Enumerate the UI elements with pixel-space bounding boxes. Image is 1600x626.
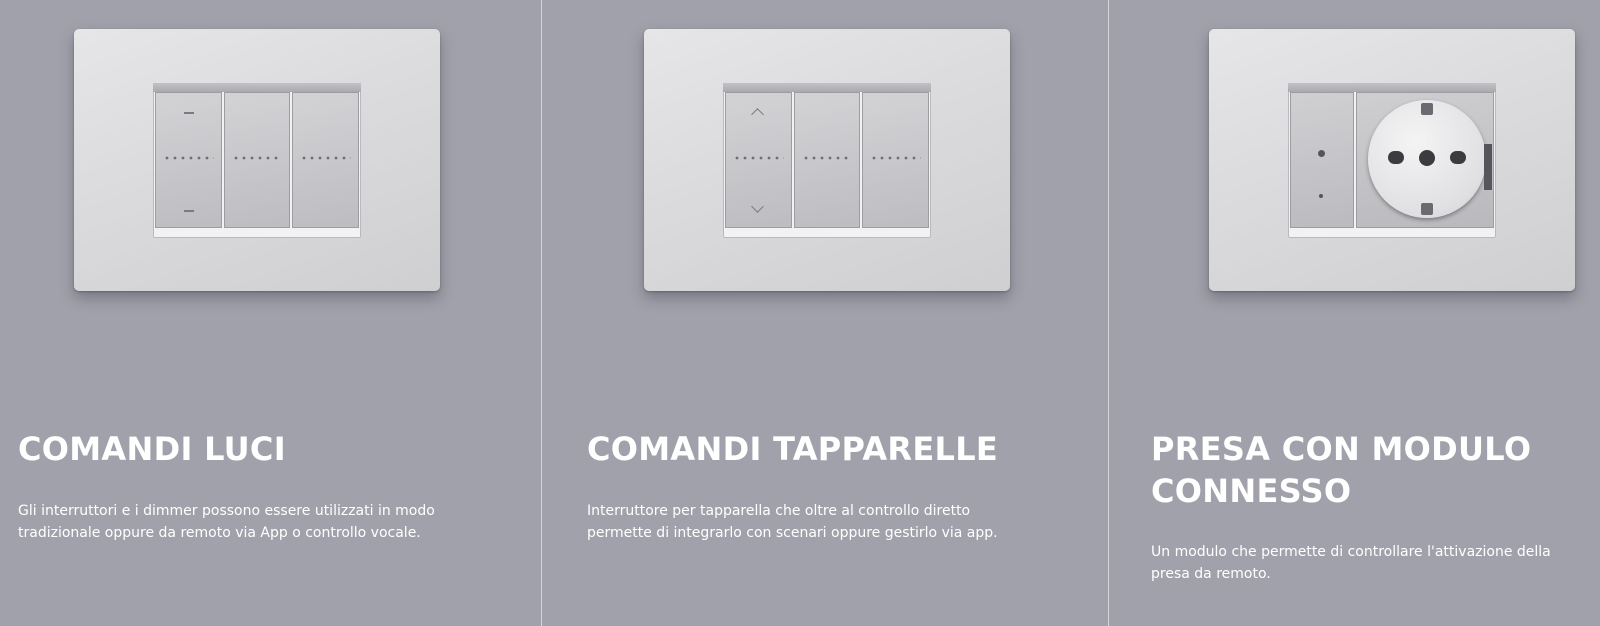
chevron-down-icon [751, 200, 764, 213]
schuko-socket [1356, 92, 1494, 228]
rocker-key [155, 92, 222, 228]
chevron-up-icon [751, 108, 764, 121]
card-title: PRESA CON MODULO CONNESSO [1151, 430, 1532, 510]
card-title: COMANDI TAPPARELLE [587, 430, 999, 468]
rocker-key [862, 92, 929, 228]
shutter-key [725, 92, 792, 228]
shutter-switch-plate-icon [644, 29, 1010, 291]
rocker-key [794, 92, 861, 228]
switch-frame [723, 83, 931, 238]
socket-frame [1288, 83, 1496, 238]
card-description: Gli interruttori e i dimmer possono essere utilizzati in modo tradizionale oppure da remoto via App o controllo vocale. [18, 503, 435, 541]
product-card-comandi-luci[interactable] [0, 0, 541, 626]
socket-outlet-icon [1368, 100, 1486, 218]
led-indicator-icon [1318, 150, 1325, 157]
card-title: COMANDI LUCI [18, 430, 286, 468]
card-description: Interruttore per tapparella che oltre al controllo diretto permette di integrarlo con scenari oppure gestirlo via app. [587, 503, 998, 541]
product-card-presa-con-modulo[interactable] [1108, 0, 1600, 626]
connected-module [1290, 92, 1354, 228]
product-card-comandi-tapparelle[interactable] [541, 0, 1108, 626]
light-switch-plate-icon [74, 29, 440, 291]
card-description: Un modulo che permette di controllare l'attivazione della presa da remoto. [1151, 544, 1551, 582]
reset-pin-icon [1319, 194, 1323, 198]
rocker-key [224, 92, 291, 228]
rocker-key [292, 92, 359, 228]
connected-socket-plate-icon [1209, 29, 1575, 291]
switch-frame [153, 83, 361, 238]
